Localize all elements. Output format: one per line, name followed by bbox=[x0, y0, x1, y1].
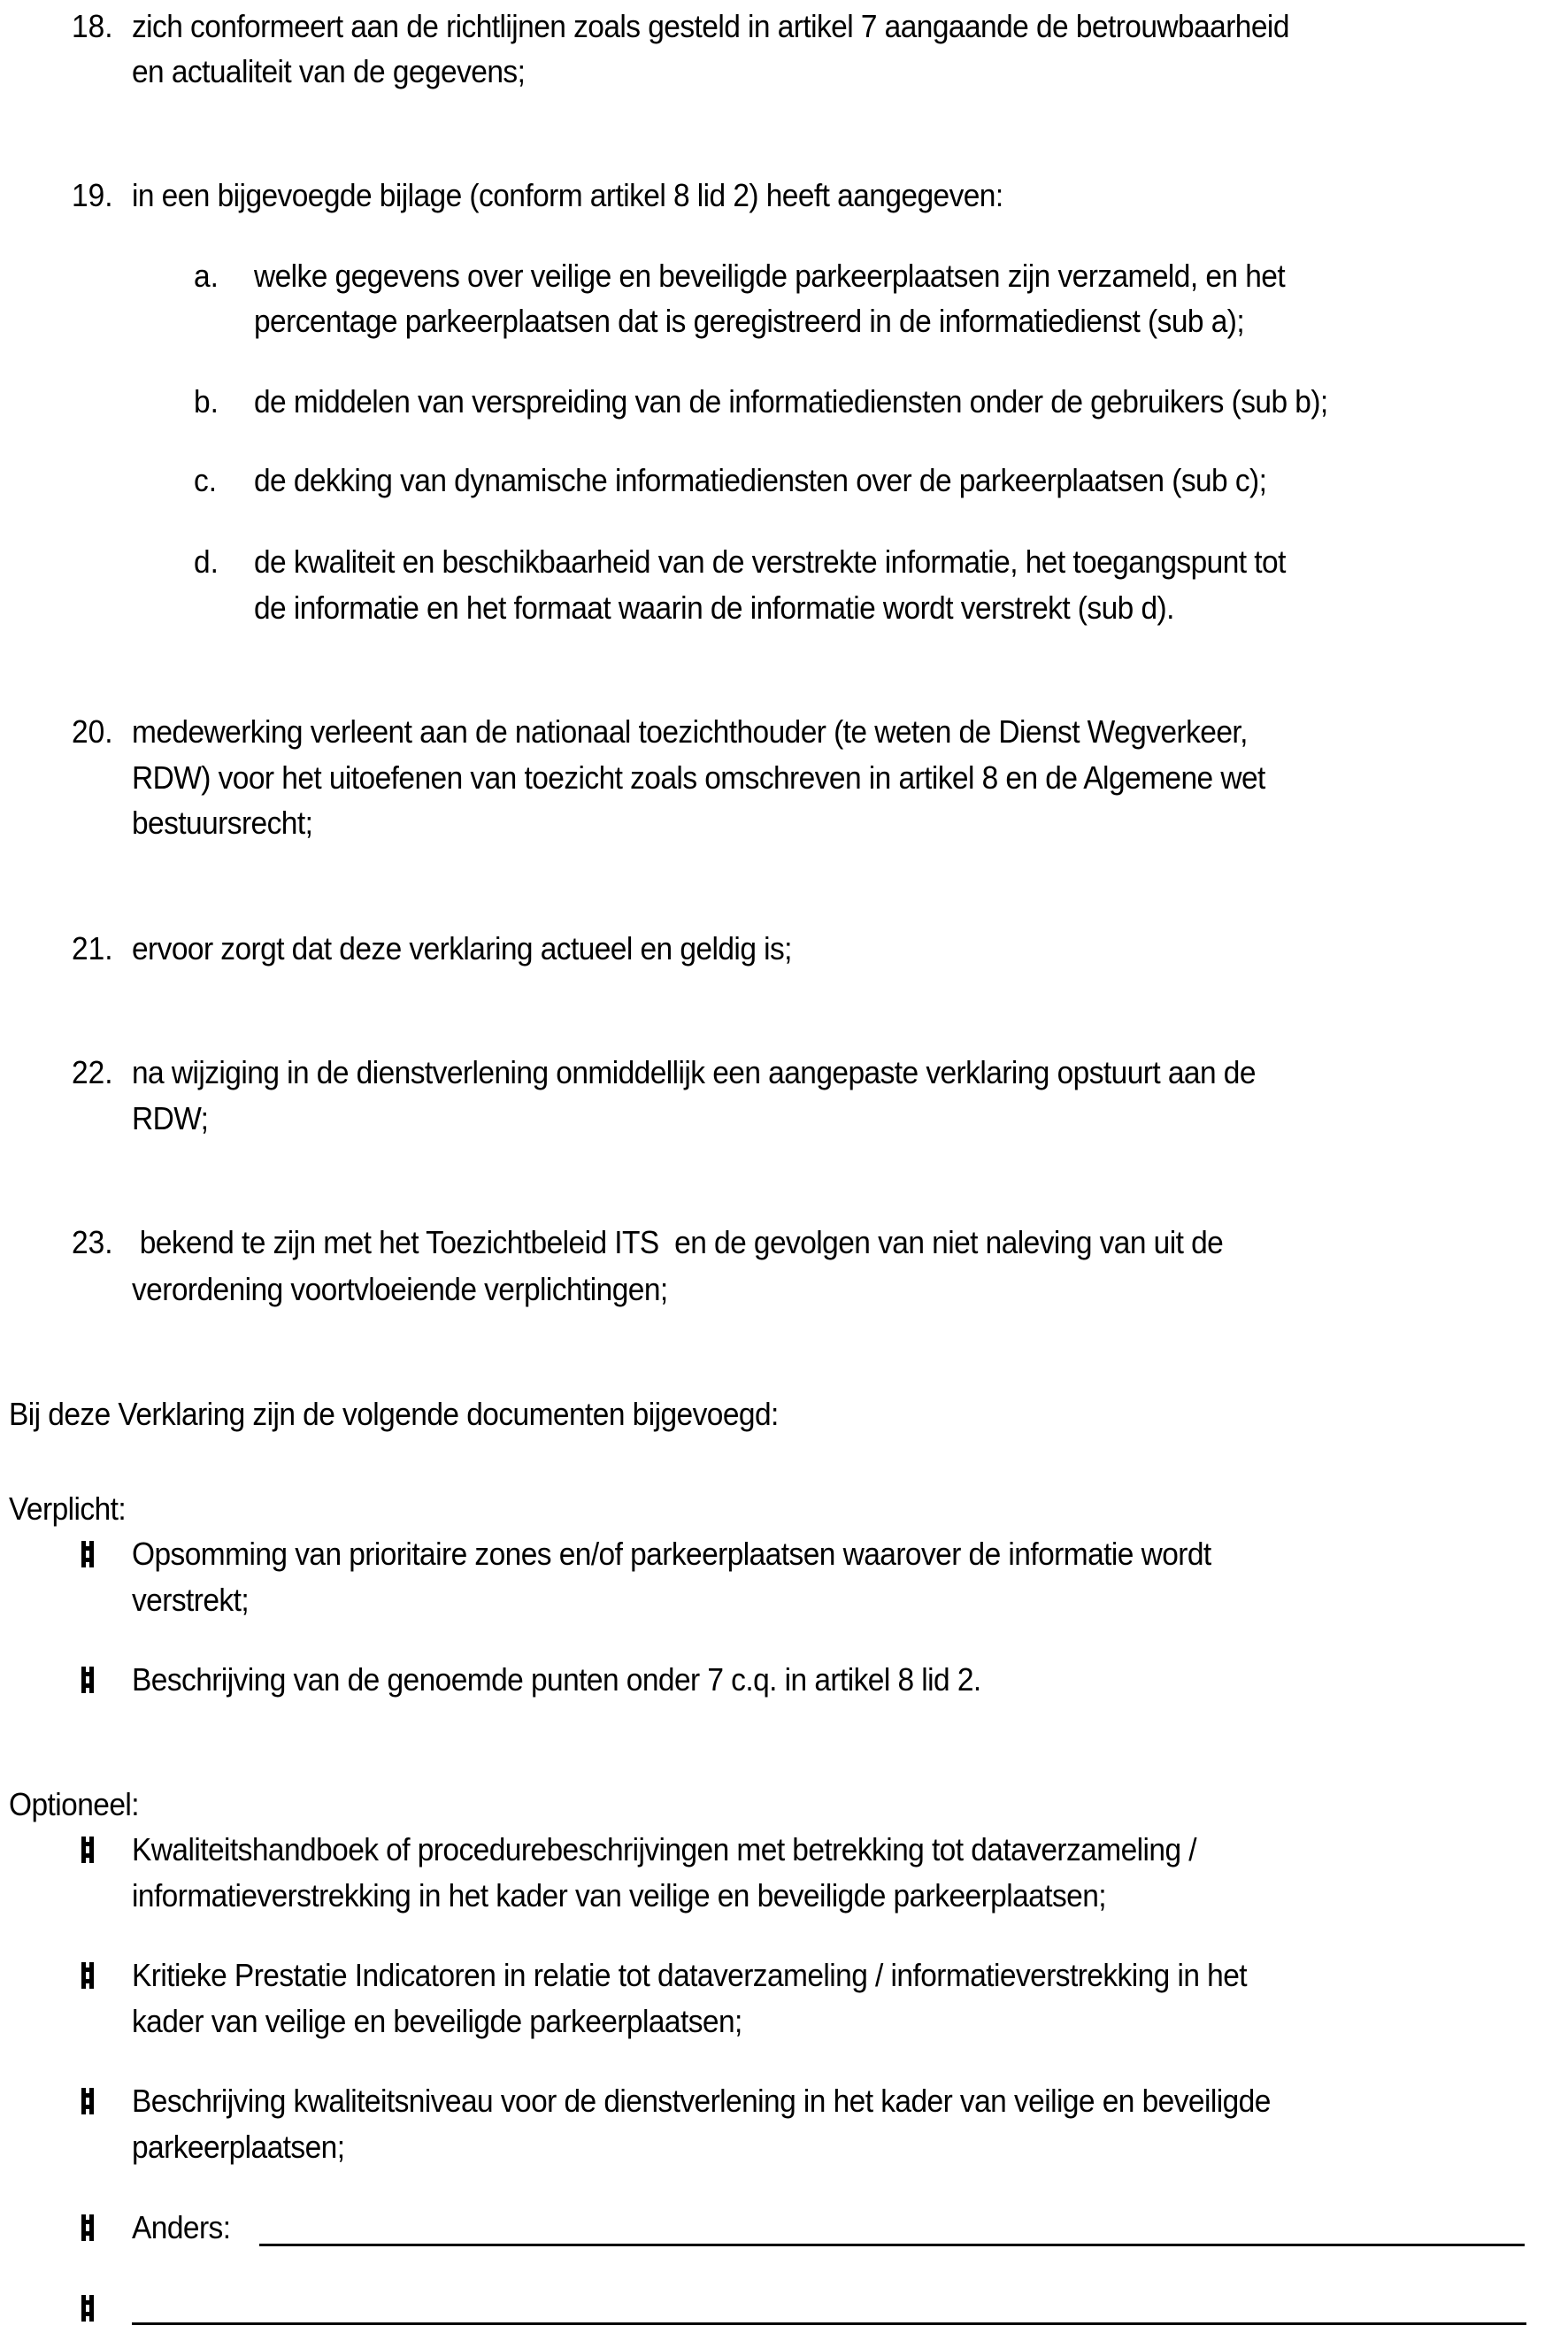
item-text-line: ervoor zorgt dat deze verklaring actueel en geldig is; bbox=[132, 930, 792, 966]
item-text-line: in een bijgevoegde bijlage (conform artikel 8 lid 2) heeft aangegeven: bbox=[132, 177, 1003, 213]
bullet-text-line: informatieverstrekking in het kader van veilige en beveiligde parkeerplaatsen; bbox=[132, 1877, 1107, 1914]
sub-item-text-line: de kwaliteit en beschikbaarheid van de verstrekte informatie, het toegangspunt tot bbox=[254, 543, 1286, 580]
item-text-line: medewerking verleent aan de nationaal toezichthouder (te weten de Dienst Wegverkeer, bbox=[132, 713, 1248, 750]
item-number: 19. bbox=[72, 177, 113, 213]
item-number: 18. bbox=[72, 8, 113, 44]
item-text-line: bestuursrecht; bbox=[132, 805, 313, 841]
item-number: 22. bbox=[72, 1054, 113, 1090]
item-number: 23. bbox=[72, 1224, 113, 1260]
attachments-intro: Bij deze Verklaring zijn de volgende documenten bijgevoegd: bbox=[9, 1396, 779, 1432]
sub-item-letter: b. bbox=[194, 383, 219, 420]
item-text-line: verordening voortvloeiende verplichtingen; bbox=[132, 1271, 668, 1307]
checkbox-square-icon bbox=[78, 2295, 97, 2322]
optional-heading: Optioneel: bbox=[9, 1786, 140, 1822]
item-text-line: RDW; bbox=[132, 1100, 209, 1136]
other-label: Anders: bbox=[132, 2209, 231, 2245]
checkbox-square-icon bbox=[78, 2214, 97, 2241]
item-text-line: RDW) voor het uitoefenen van toezicht zoals omschreven in artikel 8 en de Algemene wet bbox=[132, 759, 1265, 796]
other-input-line[interactable] bbox=[259, 2244, 1525, 2246]
bullet-text-line: Opsomming van prioritaire zones en/of parkeerplaatsen waarover de informatie wordt bbox=[132, 1536, 1211, 1572]
item-text-line: bekend te zijn met het Toezichtbeleid ITS en de gevolgen van niet naleving van uit de bbox=[132, 1224, 1224, 1260]
sub-item-letter: c. bbox=[194, 462, 218, 498]
sub-item-text-line: de middelen van verspreiding van de informatiediensten onder de gebruikers (sub b); bbox=[254, 383, 1328, 420]
item-number: 21. bbox=[72, 930, 113, 966]
bullet-text-line: Beschrijving kwaliteitsniveau voor de dienstverlening in het kader van veilige en beveiligde bbox=[132, 2083, 1271, 2119]
checkbox-square-icon bbox=[78, 1667, 97, 1693]
item-text-line: en actualiteit van de gegevens; bbox=[132, 53, 526, 89]
bullet-text-line: Beschrijving van de genoemde punten onder 7 c.q. in artikel 8 lid 2. bbox=[132, 1661, 981, 1698]
bullet-text-line: Kwaliteitshandboek of procedurebeschrijvingen met betrekking tot dataverzameling / bbox=[132, 1831, 1197, 1867]
bullet-text-line: parkeerplaatsen; bbox=[132, 2129, 345, 2165]
item-text-line: zich conformeert aan de richtlijnen zoals gesteld in artikel 7 aangaande de betrouwbaarheid bbox=[132, 8, 1289, 44]
bullet-text-line: kader van veilige en beveiligde parkeerplaatsen; bbox=[132, 2003, 742, 2039]
sub-item-text-line: welke gegevens over veilige en beveiligde parkeerplaatsen zijn verzameld, en het bbox=[254, 258, 1286, 294]
checkbox-square-icon bbox=[78, 1541, 97, 1567]
checkbox-square-icon bbox=[78, 1837, 97, 1863]
checkbox-square-icon bbox=[78, 1962, 97, 1989]
bullet-text-line: verstrekt; bbox=[132, 1582, 250, 1618]
item-number: 20. bbox=[72, 713, 113, 750]
sub-item-letter: a. bbox=[194, 258, 219, 294]
item-text-line: na wijziging in de dienstverlening onmiddellijk een aangepaste verklaring opstuurt aan de bbox=[132, 1054, 1256, 1090]
extra-input-line[interactable] bbox=[132, 2322, 1526, 2325]
sub-item-text-line: de informatie en het formaat waarin de informatie wordt verstrekt (sub d). bbox=[254, 589, 1174, 626]
sub-item-text-line: de dekking van dynamische informatiediensten over de parkeerplaatsen (sub c); bbox=[254, 462, 1267, 498]
checkbox-square-icon bbox=[78, 2088, 97, 2114]
required-heading: Verplicht: bbox=[9, 1490, 127, 1527]
bullet-text-line: Kritieke Prestatie Indicatoren in relatie tot dataverzameling / informatieverstrekking in het bbox=[132, 1957, 1248, 1993]
sub-item-text-line: percentage parkeerplaatsen dat is geregistreerd in de informatiedienst (sub a); bbox=[254, 303, 1245, 339]
sub-item-letter: d. bbox=[194, 543, 219, 580]
